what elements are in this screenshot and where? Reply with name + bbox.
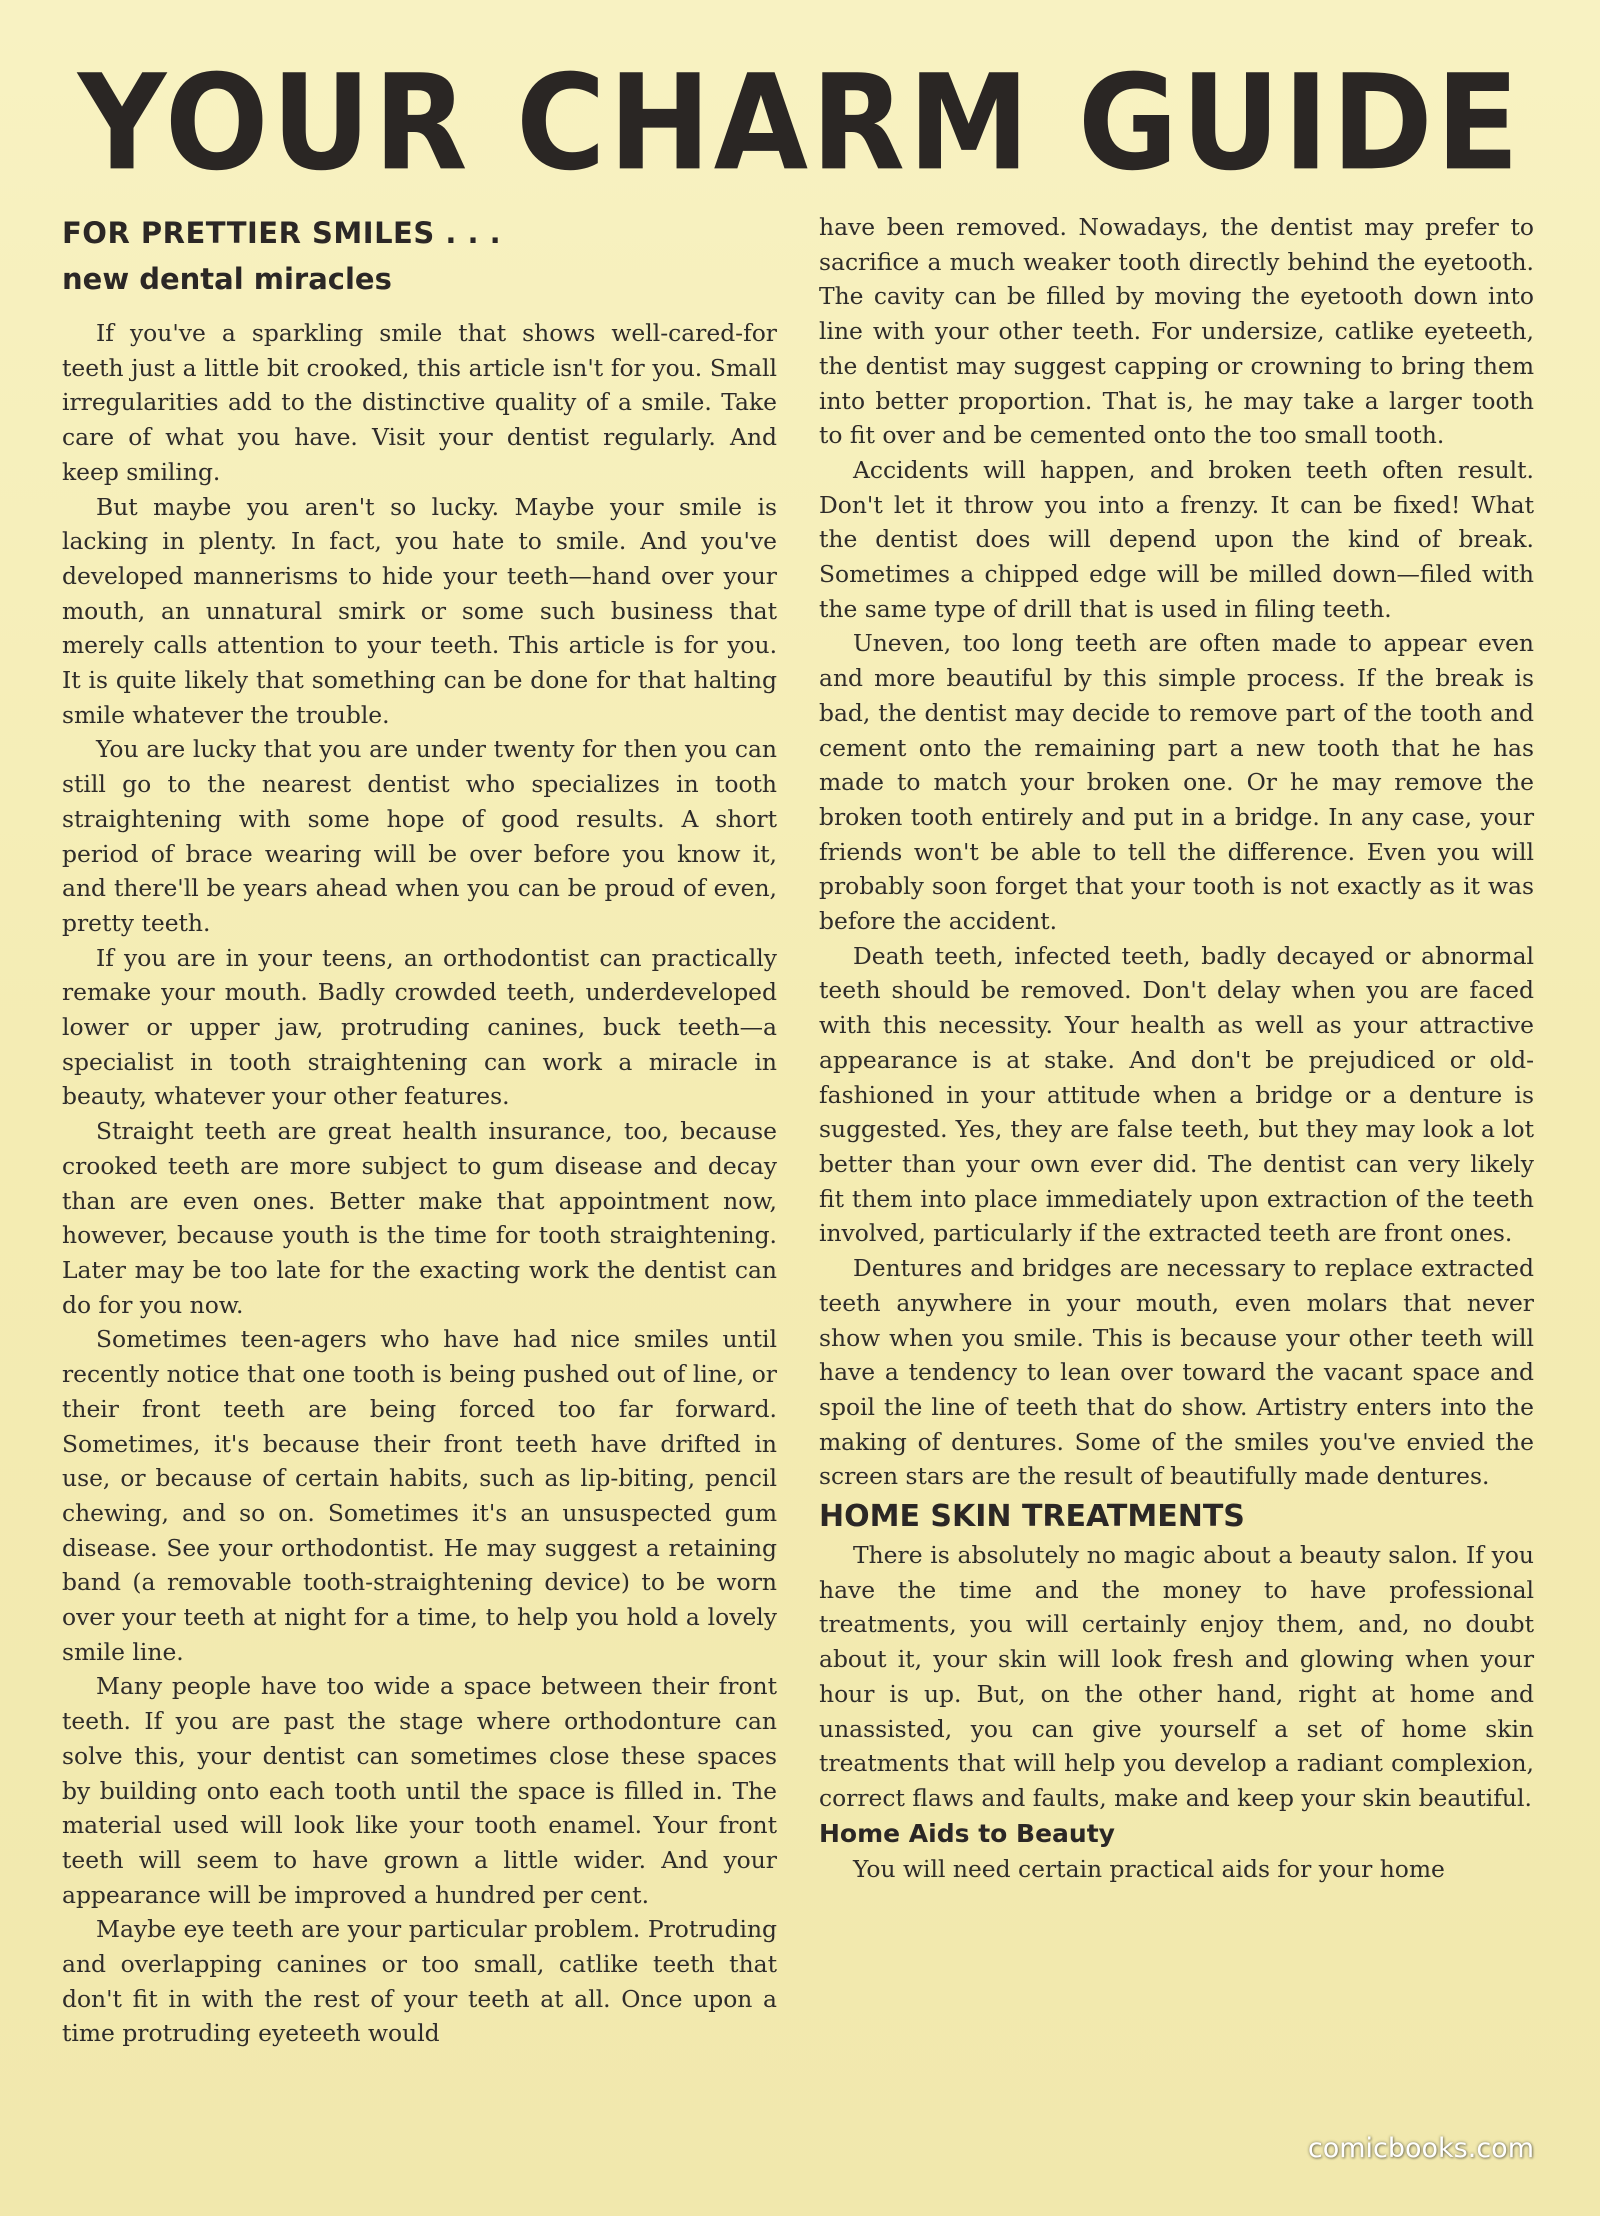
paragraph: There is absolutely no magic about a beauty salon. If you have the time and the money to have professional treatments, you will certainly enjoy them, and, no doubt about it, your skin will look fresh and glowing when your hour is up. But, on the other hand, right at home and unassisted, you can give yourself a set of home skin treatments that will help you develop a radiant complexion, correct flaws and faults, make and keep your skin beautiful. — [819, 1541, 1534, 1812]
watermark: comicbooks.com — [1307, 2133, 1534, 2164]
paragraph: If you are in your teens, an orthodontist can practically remake your mouth. Badly crowded teeth, underdeveloped lower or upper jaw, protruding canines, buck teeth—a specialist in tooth straightening can work a miracle in beauty, whatever your other features. — [62, 943, 777, 1111]
paragraph: If you've a sparkling smile that shows well-cared-for teeth just a little bit crooked, this article isn't for you. Small irregularities add to the distinctive quality of a smile. Take care of what you have. Visit your dentist regularly. And keep smiling. — [62, 319, 777, 486]
paragraph: But maybe you aren't so lucky. Maybe your smile is lacking in plenty. In fact, you hate to smile. And you've developed mannerisms to hide your teeth—hand over your mouth, an unnatural smirk or some such business that merely calls attention to your teeth. This article is for you. It is quite likely that something can be done for that halting smile whatever the trouble. — [62, 492, 777, 729]
paragraph: Dentures and bridges are necessary to replace extracted teeth anywhere in your mouth, even molars that never show when you smile. This is because your other teeth will have a tendency to lean over toward the vacant space and spoil the line of teeth that do show. Artistry enters into the making of dentures. Some of the smiles you've envied the screen stars are the result of beautifully made dentures. — [819, 1254, 1534, 1491]
paragraph: Accidents will happen, and broken teeth often result. Don't let it throw you into a frenzy. It can be fixed! What the dentist does will depend upon the kind of break. Sometimes a chipped edge will be milled down—filed with the same type of drill that is used in filing teeth. — [819, 455, 1534, 623]
paragraph: Straight teeth are great health insurance, too, because crooked teeth are more subject to gum disease and decay than are even ones. Better make that appointment now, however, because youth is the time for tooth straightening. Later may be too late for the exacting work the dentist can do for you now. — [62, 1117, 777, 1319]
paragraph: Many people have too wide a space between their front teeth. If you are past the stage where orthodonture can solve this, your dentist can sometimes close these spaces by building onto each tooth until the space is filled in. The material used will look like your tooth enamel. Your front teeth will seem to have grown a little wider. And your appearance will be improved a hundred per cent. — [62, 1672, 777, 1909]
paragraph: You will need certain practical aids for your home — [853, 1854, 1445, 1883]
paragraph: Sometimes teen-agers who have had nice smiles until recently notice that one tooth is being pushed out of line, or their front teeth are being forced too far forward. Sometimes, it's because their front teeth have drifted in use, or because of certain habits, such as lip-biting, pencil chewing, and so on. Sometimes it's an unsuspected gum disease. See your orthodontist. He may suggest a retaining band (a removable tooth-straightening device) to be worn over your teeth at night for a time, to help you hold a lovely smile line. — [62, 1325, 777, 1666]
paragraph: Maybe eye teeth are your particular problem. Protruding and overlapping canines or too small, catlike teeth that don't fit in with the rest of your teeth at all. Once upon a time protruding eyeteeth would — [62, 1915, 777, 2048]
left-column — [62, 210, 777, 2051]
right-column — [819, 210, 1534, 1886]
paragraph: Uneven, too long teeth are often made to appear even and more beautiful by this simple process. If the break is bad, the dentist may decide to remove part of the tooth and cement onto the remaining part a new tooth that he has made to match your broken one. Or he may remove the broken tooth entirely and put in a bridge. In any case, your friends won't be able to tell the difference. Even you will probably soon forget that your tooth is not exactly as it was before the accident. — [819, 629, 1534, 936]
page-title: YOUR CHARM GUIDE — [77, 46, 1523, 200]
article-heading: FOR PRETTIER SMILES . . . — [62, 216, 502, 250]
sub-section-heading: Home Aids to Beauty — [819, 1818, 1115, 1848]
paragraph: Death teeth, infected teeth, badly decayed or abnormal teeth should be removed. Don't delay when you are faced with this necessity. Your health as well as your attractive appearance is at stake. And don't be prejudiced or old-fashioned in your attitude when a bridge or a denture is suggested. Yes, they are false teeth, but they may look a lot better than your own ever did. The dentist can very likely fit them into place immediately upon extraction of the teeth involved, particularly if the extracted teeth are front ones. — [819, 941, 1534, 1248]
paragraph: You are lucky that you are under twenty for then you can still go to the nearest dentist who specializes in tooth straightening with some hope of good results. A short period of brace wearing will be over before you know it, and there'll be years ahead when you can be proud of even, pretty teeth. — [62, 735, 777, 937]
section-heading: HOME SKIN TREATMENTS — [819, 1499, 1245, 1535]
article-subheading: new dental miracles — [62, 262, 392, 296]
paragraph-continued: have been removed. Nowadays, the dentist may prefer to sacrifice a much weaker tooth directly behind the eyetooth. The cavity can be filled by moving the eyetooth down into line with your other teeth. For undersize, catlike eyeteeth, the dentist may suggest capping or crowning to bring them into better proportion. That is, he may take a larger tooth to fit over and be cemented onto the too small tooth. — [819, 213, 1534, 450]
